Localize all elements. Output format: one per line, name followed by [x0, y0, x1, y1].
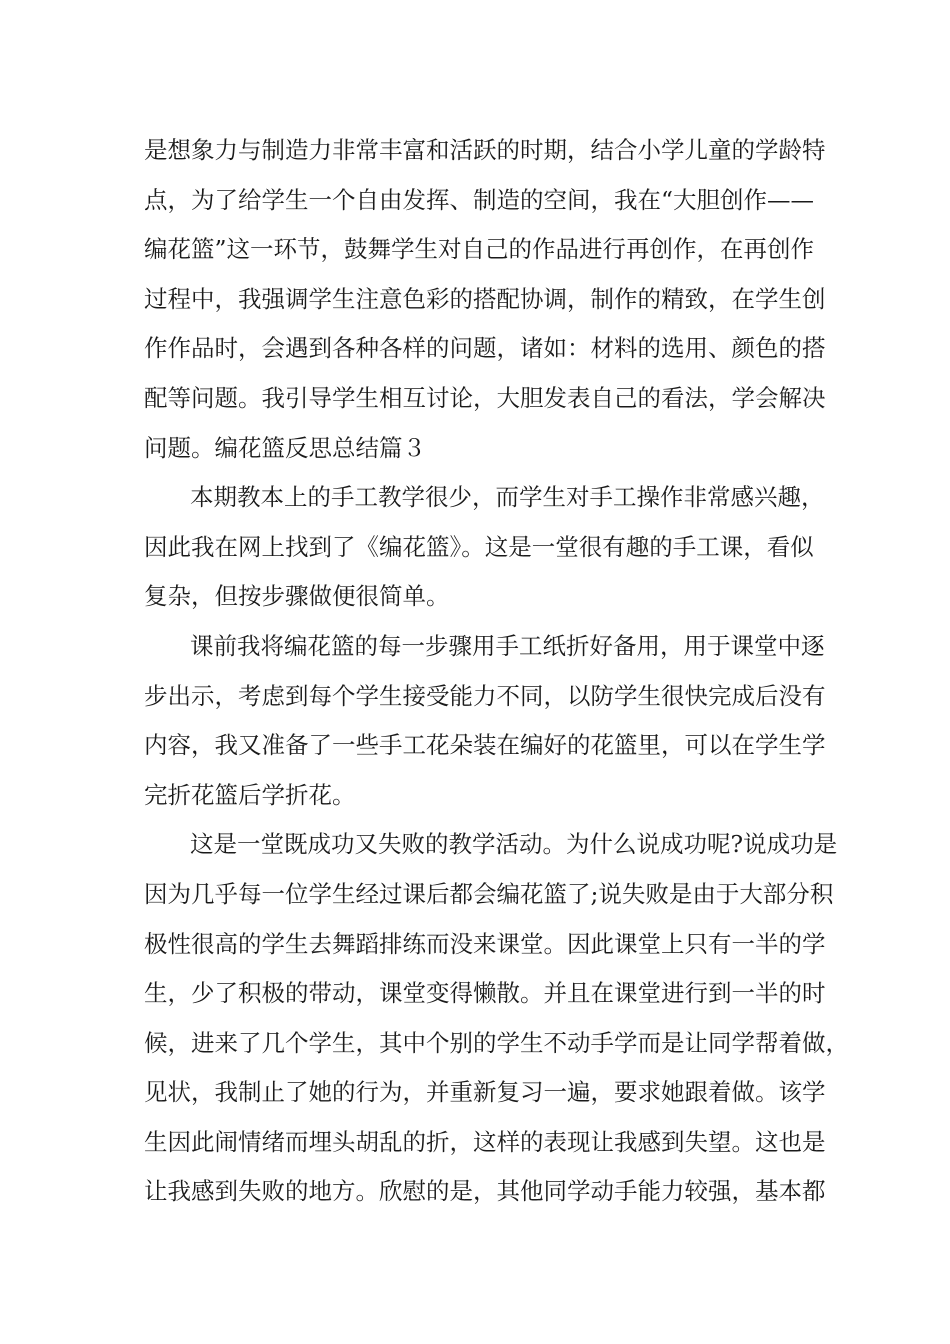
text-line: 候，进来了几个学生，其中个别的学生不动手学而是让同学帮着做，: [144, 1028, 849, 1057]
text-line: 配等问题。我引导学生相互讨论，大胆发表自己的看法，学会解决: [144, 383, 826, 412]
paragraph-2: [144, 473, 825, 622]
text-line: 让我感到失败的地方。欣慰的是，其他同学动手能力较强，基本都: [144, 1177, 826, 1206]
text-line: 课前我将编花篮的每一步骤用手工纸折好备用，用于课堂中逐: [190, 631, 825, 660]
text-line: 问题。编花篮反思总结篇３: [144, 433, 426, 462]
document-body: [144, 126, 849, 1217]
text-line: 生因此闹情绪而埋头胡乱的折，这样的表现让我感到失望。这也是: [144, 1127, 826, 1156]
text-line: 是想象力与制造力非常丰富和活跃的时期，结合小学儿童的学龄特: [144, 136, 826, 164]
text-line: 见状，我制止了她的行为，并重新复习一遍，要求她跟着做。该学: [144, 1078, 826, 1107]
text-line: 点，为了给学生一个自由发挥、制造的空间，我在“大胆创作——: [144, 185, 815, 214]
text-line: 生，少了积极的带动，课堂变得懒散。并且在课堂进行到一半的时: [144, 979, 826, 1008]
paragraph-3: [144, 622, 826, 820]
text-line: 本期教本上的手工教学很少，而学生对手工操作非常感兴趣，: [190, 483, 825, 512]
text-line: 作作品时，会遇到各种各样的问题，诸如：材料的选用、颜色的搭: [144, 334, 826, 363]
text-line: 极性很高的学生去舞蹈排练而没来课堂。因此课堂上只有一半的学: [144, 929, 826, 958]
text-line: 过程中，我强调学生注意色彩的搭配协调，制作的精致，在学生创: [144, 284, 826, 313]
paragraph-4: [144, 820, 849, 1217]
text-line: 因为几乎每一位学生经过课后都会编花篮了;说失败是由于大部分积: [144, 879, 834, 908]
text-line: 完折花篮后学折花。: [144, 780, 356, 809]
text-line: 因此我在网上找到了《编花篮》。这是一堂很有趣的手工课，看似: [144, 532, 814, 561]
text-line: 编花篮”这一环节，鼓舞学生对自己的作品进行再创作，在再创作: [144, 235, 815, 264]
text-line: 内容，我又准备了一些手工花朵装在编好的花篮里，可以在学生学: [144, 731, 826, 760]
text-line: 这是一堂既成功又失败的教学活动。为什么说成功呢?说成功是: [190, 830, 838, 859]
text-line: 步出示，考虑到每个学生接受能力不同，以防学生很快完成后没有: [144, 681, 826, 710]
paragraph-1: [144, 126, 826, 473]
text-line: 复杂，但按步骤做便很简单。: [144, 582, 450, 611]
